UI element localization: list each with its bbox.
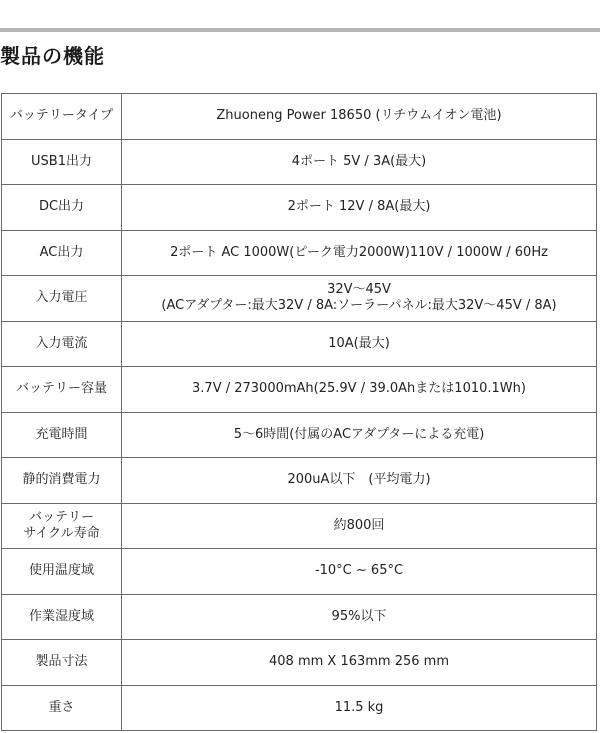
spec-label: DC出力 [2, 185, 122, 231]
spec-label: 重さ [2, 685, 122, 731]
spec-value: 200uA以下 (平均電力) [122, 458, 597, 504]
spec-value: 4ポート 5V / 3A(最大) [122, 139, 597, 185]
spec-table [1, 93, 597, 731]
table-row [2, 594, 597, 640]
page-title: 製品の機能 [0, 44, 105, 68]
spec-label: 使用温度域 [2, 549, 122, 595]
table-row [2, 139, 597, 185]
spec-value: 2ポート 12V / 8A(最大) [122, 185, 597, 231]
top-divider [0, 28, 600, 32]
spec-label: 静的消費電力 [2, 458, 122, 504]
table-row [2, 276, 597, 322]
table-row [2, 640, 597, 686]
table-row [2, 503, 597, 549]
spec-label: AC出力 [2, 230, 122, 276]
table-row [2, 549, 597, 595]
spec-value: 約800回 [122, 503, 597, 549]
spec-label: USB1出力 [2, 139, 122, 185]
table-row [2, 458, 597, 504]
spec-value: 2ポート AC 1000W(ピーク電力2000W)110V / 1000W / 60Hz [122, 230, 597, 276]
spec-value: 408 mm X 163mm 256 mm [122, 640, 597, 686]
spec-label: バッテリータイプ [2, 94, 122, 140]
spec-value: Zhuoneng Power 18650 (リチウムイオン電池) [122, 94, 597, 140]
table-row [2, 321, 597, 367]
spec-label: バッテリー容量 [2, 367, 122, 413]
spec-value: 32V～45V (ACアダプター:最大32V / 8A:ソーラーパネル:最大32V～45V / 8A) [122, 276, 597, 322]
spec-label: 製品寸法 [2, 640, 122, 686]
spec-value: 95%以下 [122, 594, 597, 640]
spec-value: 3.7V / 273000mAh(25.9V / 39.0Ahまたは1010.1Wh) [122, 367, 597, 413]
spec-value: -10°C ~ 65°C [122, 549, 597, 595]
table-row [2, 367, 597, 413]
spec-label: 入力電流 [2, 321, 122, 367]
table-row [2, 94, 597, 140]
spec-value: 11.5 kg [122, 685, 597, 731]
spec-label: 入力電圧 [2, 276, 122, 322]
table-row [2, 412, 597, 458]
spec-label: 充電時間 [2, 412, 122, 458]
spec-value: 5～6時間(付属のACアダプターによる充電) [122, 412, 597, 458]
table-row [2, 185, 597, 231]
table-row [2, 230, 597, 276]
table-row [2, 685, 597, 731]
spec-value: 10A(最大) [122, 321, 597, 367]
spec-label: 作業湿度域 [2, 594, 122, 640]
spec-label: バッテリー サイクル寿命 [2, 503, 122, 549]
